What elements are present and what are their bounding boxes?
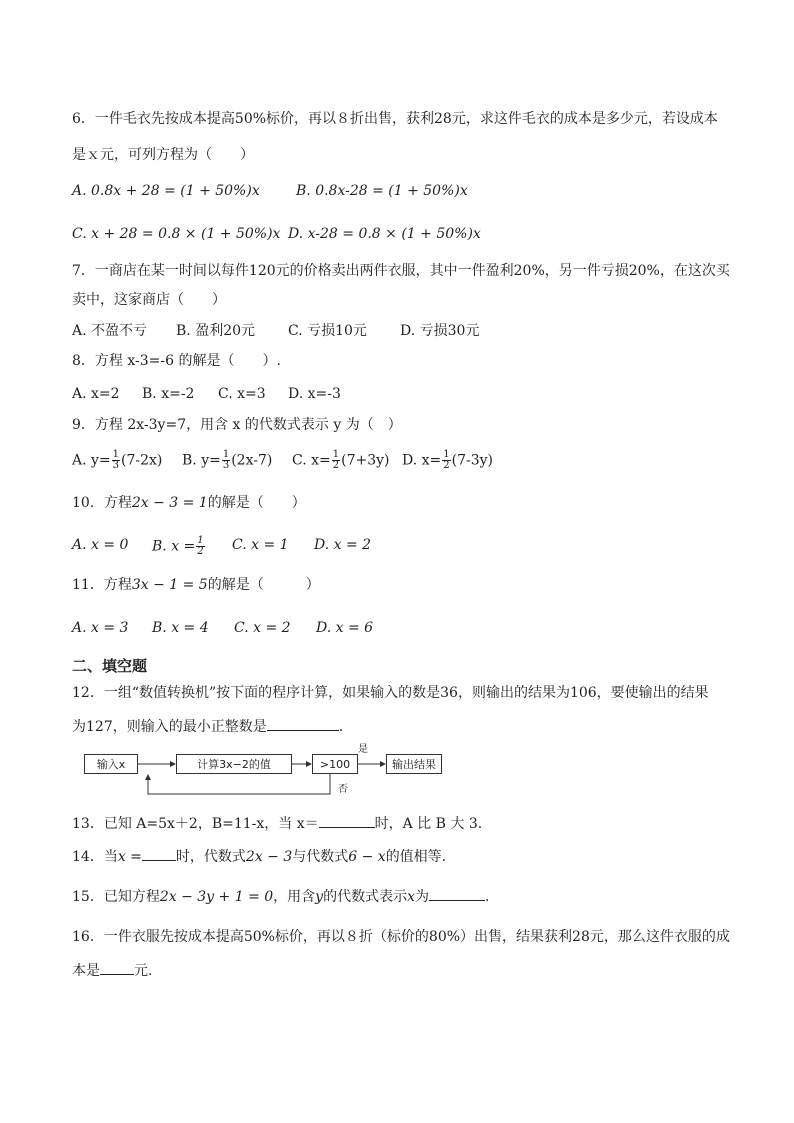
q8-option-c: C. x=3	[218, 386, 266, 402]
q8-option-b: B. x=-2	[142, 386, 195, 402]
q6-option-a: A. 0.8x + 28 = (1 + 50%)x	[72, 183, 260, 199]
q6-stem-line2: 是ｘ元，可列方程为（ ）	[72, 147, 254, 163]
q15-stem: 15．已知方程2x − 3y + 1 = 0，用含y的代数式表示x为 .	[72, 886, 489, 906]
q10-option-c: C. x = 1	[232, 537, 289, 553]
section-title-fill-in: 二、填空题	[72, 657, 148, 675]
q6-option-b: B. 0.8x-28 = (1 + 50%)x	[296, 183, 468, 199]
q7-option-b: B. 盈利20元	[176, 323, 256, 339]
q9-option-d: D. x= $\frac{1}{2}$ (7-3y)	[402, 449, 494, 471]
q9-stem: 9．方程 2x-3y=7，用含 x 的代数式表示 y 为（ ）	[72, 417, 402, 433]
q9-d-fraction: $\frac{1}{2}$	[443, 449, 450, 471]
flow-input-box: 输入x	[84, 754, 138, 774]
q6-option-d: D. x-28 = 0.8 × (1 + 50%)x	[288, 226, 481, 242]
flow-output-box: 输出结果	[386, 754, 442, 774]
q11-option-b: B. x = 4	[152, 620, 209, 636]
q12-stem-line1: 12．一组“数值转换机”按下面的程序计算，如果输入的数是36，则输出的结果为106，要使输出的结果	[72, 685, 709, 701]
q13-stem: 13．已知 A=5x＋2，B=11-x，当 x＝ 时，A 比 B 大 3.	[72, 813, 482, 833]
q9-c-fraction: $\frac{1}{2}$	[332, 449, 340, 471]
q10-b-fraction: $\frac{1}{2}$	[197, 535, 204, 557]
q10-option-d: D. x = 2	[314, 537, 372, 553]
q15-answer-blank[interactable]	[429, 886, 485, 901]
q9-a-fraction: $\frac{1}{3}$	[112, 449, 120, 471]
q8-option-d: D. x=-3	[288, 386, 341, 402]
q16-stem-line2: 本是 元.	[72, 960, 152, 980]
flow-condition-box: >100	[312, 754, 358, 774]
flow-yes-label: 是	[358, 744, 368, 755]
q7-option-c: C. 亏损10元	[288, 323, 367, 339]
q11-stem: 11．方程3x − 1 = 5的解是（ ）	[72, 577, 320, 593]
q12-stem-line2: 为127，则输入的最小正整数是 .	[72, 716, 343, 736]
q11-option-d: D. x = 6	[316, 620, 374, 636]
q8-option-a: A. x=2	[72, 386, 120, 402]
q7-stem-line2: 卖中，这家商店（ ）	[72, 292, 226, 308]
q10-option-a: A. x = 0	[72, 537, 129, 553]
q13-answer-blank[interactable]	[319, 813, 375, 828]
q9-option-c: C. x= $\frac{1}{2}$ (7+3y)	[292, 449, 390, 471]
q11-option-c: C. x = 2	[234, 620, 291, 636]
q10-option-b: B. x = $\frac{1}{2}$	[152, 535, 204, 557]
q14-answer-blank[interactable]	[142, 846, 176, 861]
q6-stem-line1: 6．一件毛衣先按成本提高50%标价，再以８折出售，获利28元，求这件毛衣的成本是多少元，若设成本	[72, 111, 718, 127]
q9-option-b: B. y= $\frac{1}{3}$ (2x-7)	[182, 449, 273, 471]
q6-option-c: C. x + 28 = 0.8 × (1 + 50%)x	[72, 226, 281, 242]
q7-option-d: D. 亏损30元	[400, 323, 480, 339]
q8-stem: 8．方程 x-3=-6 的解是（ ）.	[72, 353, 281, 369]
q10-stem: 10．方程2x − 3 = 1的解是（ ）	[72, 495, 306, 511]
q9-option-a: A. y= $\frac{1}{3}$ (7-2x)	[72, 449, 163, 471]
q7-stem-line1: 7．一商店在某一时间以每件120元的价格卖出两件衣服，其中一件盈利20%，另一件亏损20%，在这次买	[72, 263, 730, 279]
flow-compute-box: 计算3x−2的值	[176, 754, 292, 774]
q16-stem-line1: 16．一件衣服先按成本提高50%标价，再以８折（标价的80%）出售，结果获利28元，那么这件衣服的成	[72, 929, 730, 945]
q14-stem: 14．当x = 时，代数式2x − 3与代数式6 − x的值相等.	[72, 846, 446, 866]
q9-b-fraction: $\frac{1}{3}$	[222, 449, 230, 471]
q11-option-a: A. x = 3	[72, 620, 129, 636]
flow-no-label: 否	[338, 784, 348, 795]
q7-option-a: A. 不盈不亏	[72, 323, 148, 339]
q16-answer-blank[interactable]	[100, 960, 134, 975]
